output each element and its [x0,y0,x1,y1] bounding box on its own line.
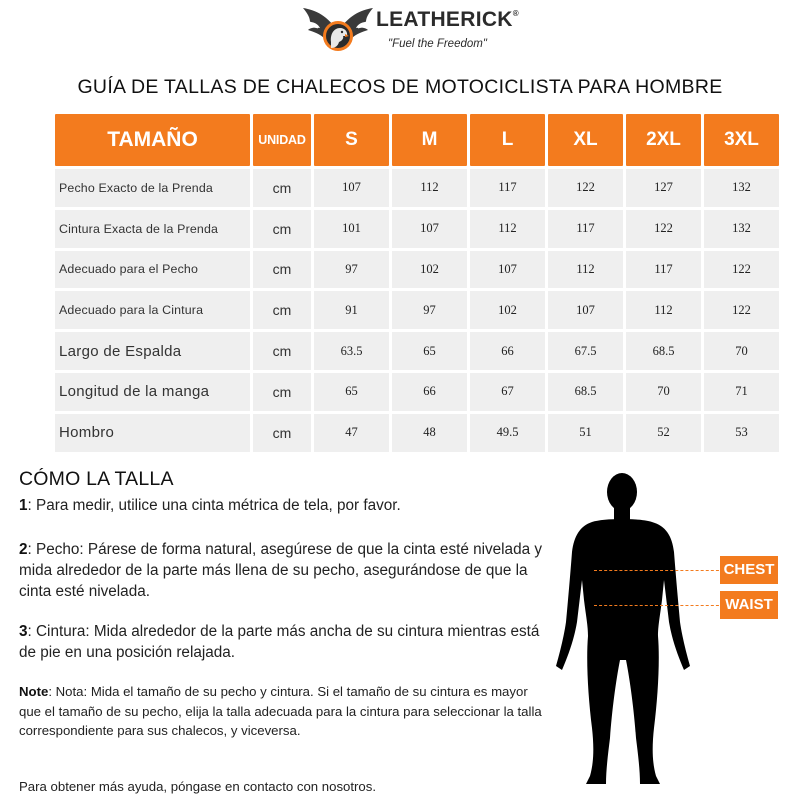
waist-callout-label: WAIST [720,591,778,619]
table-cell: 101 [314,210,389,248]
table-cell: 53 [704,414,779,452]
table-cell: 112 [548,251,623,289]
table-cell: 112 [392,169,467,207]
table-cell: 107 [470,251,545,289]
table-cell: 97 [392,291,467,329]
table-cell: 68.5 [626,332,701,370]
table-cell: 52 [626,414,701,452]
table-row [55,169,779,207]
size-chart-table [52,111,782,455]
table-cell: 107 [314,169,389,207]
table-cell: 122 [704,291,779,329]
row-label: Cintura Exacta de la Prenda [55,210,250,248]
brand-name: LEATHERICK® [376,8,519,31]
how-to-measure-title: CÓMO LA TALLA [19,468,174,490]
table-cell: 63.5 [314,332,389,370]
row-label: Longitud de la manga [55,373,250,411]
header-unit-label: UNIDAD [253,114,311,166]
table-row [55,332,779,370]
table-cell: 112 [470,210,545,248]
table-cell: 122 [548,169,623,207]
row-label: Adecuado para el Pecho [55,251,250,289]
header-size-xl: XL [548,114,623,166]
table-cell: 102 [470,291,545,329]
row-label: Adecuado para la Cintura [55,291,250,329]
table-cell: 66 [392,373,467,411]
table-cell: 132 [704,169,779,207]
header-size-label: TAMAÑO [55,114,250,166]
table-cell: 70 [704,332,779,370]
row-unit: cm [253,251,311,289]
row-unit: cm [253,169,311,207]
table-header-row [55,114,779,166]
table-cell: 51 [548,414,623,452]
table-cell: 122 [626,210,701,248]
table-row [55,210,779,248]
instruction-step-1 [19,495,544,516]
table-cell: 49.5 [470,414,545,452]
table-cell: 68.5 [548,373,623,411]
waist-measure-line [594,605,724,606]
row-label: Pecho Exacto de la Prenda [55,169,250,207]
brand-tagline: "Fuel the Freedom" [388,38,487,50]
table-cell: 102 [392,251,467,289]
table-row [55,291,779,329]
table-cell: 107 [392,210,467,248]
sizing-note [19,682,549,741]
help-text: Para obtener más ayuda, póngase en contacto con nosotros. [19,779,377,794]
table-cell: 117 [470,169,545,207]
table-cell: 117 [548,210,623,248]
table-cell: 112 [626,291,701,329]
eagle-wings-icon [300,2,376,60]
table-row [55,251,779,289]
step-number: 1 [19,497,28,514]
step-text: : Pecho: Párese de forma natural, asegúrese de que la cinta esté nivelada y mida alrededor de la parte más llena de su pecho, asegurándose de que la cinta esté nivelada. [19,541,542,600]
header-size-m: M [392,114,467,166]
step-number: 2 [19,541,28,558]
table-cell: 47 [314,414,389,452]
header-size-3xl: 3XL [704,114,779,166]
row-unit: cm [253,414,311,452]
table-row [55,414,779,452]
table-cell: 91 [314,291,389,329]
step-number: 3 [19,623,28,640]
body-silhouette-icon [548,470,698,790]
row-unit: cm [253,291,311,329]
table-cell: 132 [704,210,779,248]
row-unit: cm [253,332,311,370]
table-cell: 48 [392,414,467,452]
table-cell: 71 [704,373,779,411]
chest-callout-label: CHEST [720,556,778,584]
note-text: : Nota: Mida el tamaño de su pecho y cintura. Si el tamaño de su cintura es mayor que el tamaño de su pecho, elija la talla adecuada para la cintura para seleccionar la talla correspondiente para sus chalecos, y viceversa. [19,684,542,738]
header-size-2xl: 2XL [626,114,701,166]
header-size-l: L [470,114,545,166]
row-unit: cm [253,373,311,411]
table-cell: 97 [314,251,389,289]
row-label: Largo de Espalda [55,332,250,370]
table-row [55,373,779,411]
note-label: Note [19,684,49,699]
table-cell: 65 [392,332,467,370]
brand-logo [300,2,540,60]
table-cell: 107 [548,291,623,329]
header-size-s: S [314,114,389,166]
trademark-symbol: ® [512,9,519,18]
instruction-step-2 [19,539,544,602]
instruction-step-3 [19,621,544,663]
row-label: Hombro [55,414,250,452]
row-unit: cm [253,210,311,248]
page-title: GUÍA DE TALLAS DE CHALECOS DE MOTOCICLISTA PARA HOMBRE [77,76,723,98]
table-cell: 67.5 [548,332,623,370]
step-text: : Para medir, utilice una cinta métrica de tela, por favor. [27,497,401,514]
table-cell: 66 [470,332,545,370]
table-cell: 127 [626,169,701,207]
chest-measure-line [594,570,724,571]
table-cell: 122 [704,251,779,289]
table-cell: 70 [626,373,701,411]
table-cell: 117 [626,251,701,289]
table-cell: 65 [314,373,389,411]
step-text: : Cintura: Mida alrededor de la parte más ancha de su cintura mientras está de pie en una posición relajada. [19,623,540,661]
table-cell: 67 [470,373,545,411]
